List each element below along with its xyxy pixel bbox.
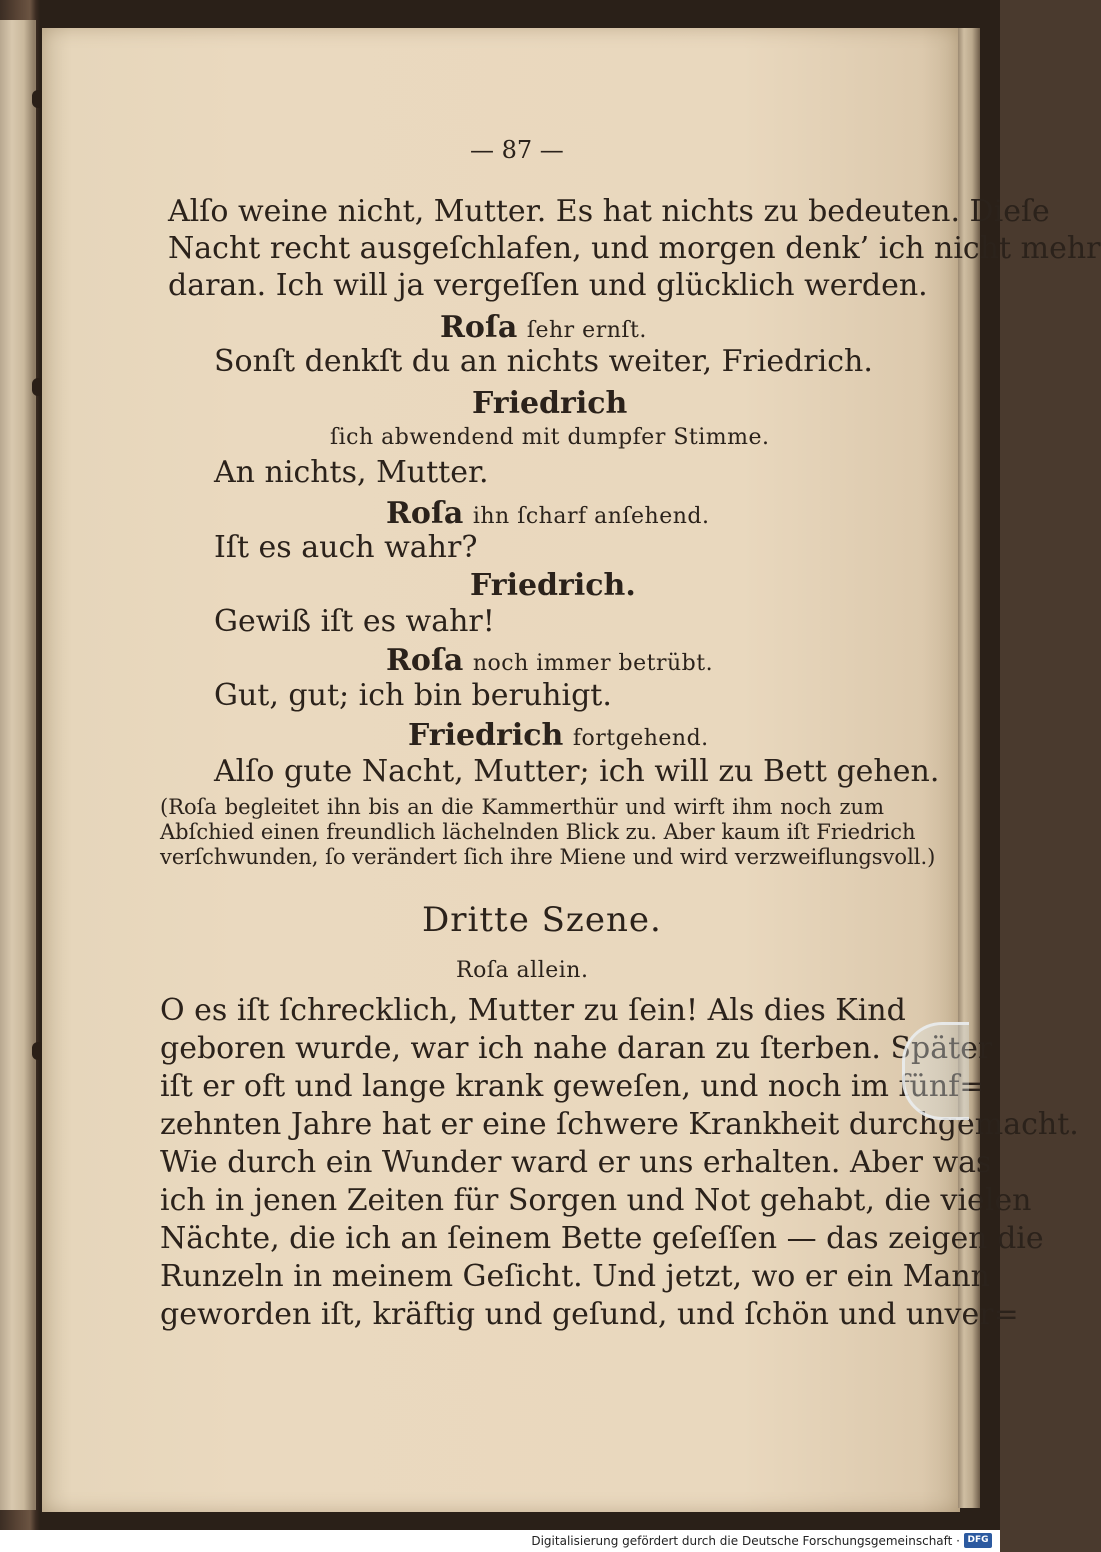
dialogue-line: Iſt es auch wahr? [214, 530, 478, 565]
speaker-name: Friedrich [408, 718, 564, 753]
stage-hint: ſehr ernſt. [526, 318, 647, 343]
text-line: Wie durch ein Wunder ward er uns erhalten. Aber was [160, 1145, 992, 1180]
digitization-footer [0, 1530, 1000, 1552]
text-line: O es iſt ſchrecklich, Mutter zu ſein! Als dies Kind [160, 993, 906, 1028]
speaker-line [386, 496, 710, 531]
text-line: ich in jenen Zeiten für Sorgen und Not gehabt, die vielen [160, 1183, 1032, 1218]
text-line: daran. Ich will ja vergeſſen und glücklich werden. [168, 268, 928, 303]
speaker-name: Friedrich [472, 386, 628, 421]
stage-hint: fortgehend. [572, 726, 709, 751]
scene-subheading: Roſa allein. [456, 958, 589, 983]
text-line: Alſo weine nicht, Mutter. Es hat nichts zu bedeuten. Dieſe [168, 194, 1050, 229]
dialogue-line: Gewiß iſt es wahr! [214, 604, 495, 639]
text-line: zehnten Jahre hat er eine ſchwere Krankheit durchgemacht. [160, 1107, 1079, 1142]
speaker-line [440, 310, 647, 345]
text-line: iſt er oft und lange krank geweſen, und noch im fünf= [160, 1069, 985, 1104]
stage-direction-line: verſchwunden, ſo verändert ſich ihre Miene und wird verzweiflungsvoll.) [160, 845, 936, 869]
speaker-line [408, 718, 709, 753]
text-line: geboren wurde, war ich nahe daran zu ſterben. Später [160, 1031, 993, 1066]
page-number: — 87 — [470, 136, 564, 164]
text-line: Runzeln in meinem Geſicht. Und jetzt, wo er ein Mann [160, 1259, 990, 1294]
speaker-name: Roſa [386, 496, 464, 531]
dialogue-line: Alſo gute Nacht, Mutter; ich will zu Bett gehen. [214, 754, 940, 789]
text-line: geworden iſt, kräftig und geſund, und ſchön und unver= [160, 1297, 1019, 1332]
stage-direction-line: Abſchied einen freundlich lächelnden Blick zu. Aber kaum iſt Friedrich [160, 820, 916, 844]
text-line: Nächte, die ich an ſeinem Bette geſeſſen — das zeigen die [160, 1221, 1044, 1256]
speaker-name: Roſa [386, 643, 464, 678]
dfg-logo-icon: DFG [964, 1533, 992, 1548]
stage-hint: ſich abwendend mit dumpfer Stimme. [330, 425, 770, 450]
footer-credit: Digitalisierung gefördert durch die Deutsche Forschungsgemeinschaft · [531, 1534, 960, 1548]
scene-heading: Dritte Szene. [422, 900, 662, 940]
speaker-name: Friedrich. [470, 568, 636, 603]
text-line: Nacht recht ausgeſchlafen, und morgen denk’ ich nicht mehr [168, 231, 1101, 266]
stage-hint: noch immer betrübt. [472, 651, 714, 676]
stage-direction-line: (Roſa begleitet ihn bis an die Kammerthür und wirft ihm noch zum [160, 795, 884, 819]
dialogue-line: Sonſt denkſt du an nichts weiter, Friedrich. [214, 344, 873, 379]
speaker-name: Roſa [440, 310, 518, 345]
stage-hint: ihn ſcharf anſehend. [472, 504, 710, 529]
dialogue-line: An nichts, Mutter. [214, 455, 489, 490]
page-clip [902, 1022, 969, 1120]
speaker-line [386, 643, 713, 678]
dialogue-line: Gut, gut; ich bin beruhigt. [214, 678, 612, 713]
